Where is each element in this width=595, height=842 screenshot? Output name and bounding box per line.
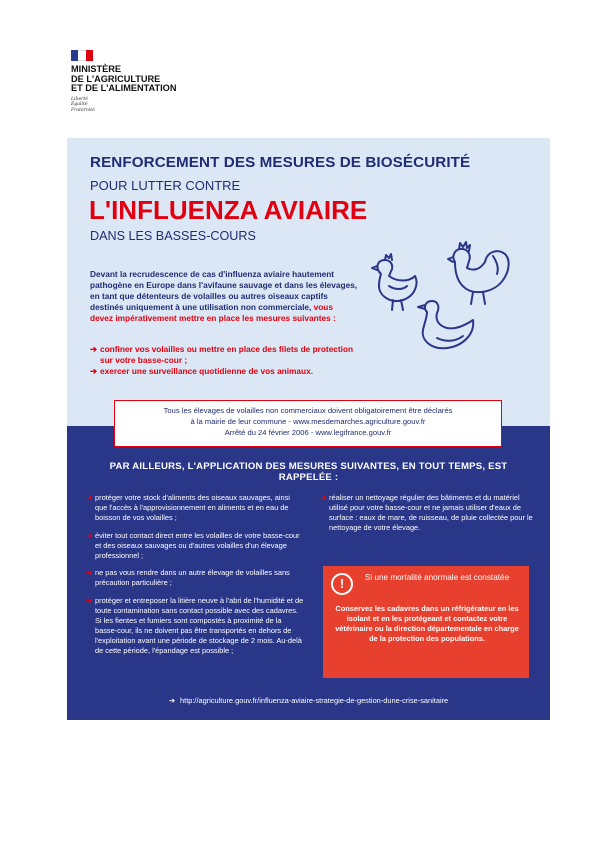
measure-item: protéger et entreposer la litière neuve à l'abri de l'humidité et de toute contamination sans contact possible avec des cadavres. Si les fientes et fumiers sont compostés à proximité de la basse-cour, ils ne doivent pas être transportés en dehors de l'exploitation avant une période de stockage de 2 mois. Au-delà de cette période, l'épandage est possible ; bbox=[95, 596, 304, 655]
mandatory-measures-list bbox=[90, 344, 358, 377]
mortality-alert-box bbox=[323, 566, 529, 678]
duck-icon bbox=[418, 301, 473, 348]
republic-flag-logo bbox=[71, 50, 93, 61]
list-item bbox=[86, 568, 304, 588]
poster-main-title: L'INFLUENZA AVIAIRE bbox=[89, 195, 368, 225]
intro-paragraph bbox=[90, 269, 358, 324]
ministry-name-line-2: DE L'AGRICULTURE bbox=[71, 73, 161, 84]
mandatory-measure-2: exercer une surveillance quotidienne de vos animaux. bbox=[100, 366, 314, 376]
declaration-line-1: Tous les élevages de volailles non commerciaux doivent obligatoirement être déclarés bbox=[163, 406, 453, 415]
measures-left-column bbox=[86, 493, 304, 664]
arrow-icon: ➔ bbox=[86, 596, 93, 606]
arrow-icon: ➔ bbox=[90, 344, 97, 354]
list-item bbox=[86, 596, 304, 655]
intro-emphasis: vous devez impérativement mettre en place les mesures suivantes : bbox=[90, 302, 336, 323]
motto-line-3: Fraternité bbox=[71, 107, 95, 113]
ministry-block bbox=[71, 50, 231, 113]
ministry-name-line-1: MINISTÈRE bbox=[71, 64, 122, 74]
arrow-icon: ➔ bbox=[320, 493, 327, 502]
motto-line-1: Liberté bbox=[71, 96, 88, 102]
arrow-icon: ➔ bbox=[86, 530, 93, 540]
exclamation-icon: ! bbox=[331, 573, 353, 595]
list-item bbox=[86, 531, 304, 561]
measures-title: PAR AILLEURS, L'APPLICATION DES MESURES SUIVANTES, EN TOUT TEMPS, EST RAPPELÉE : bbox=[109, 461, 508, 483]
arrow-icon: ➔ bbox=[86, 493, 93, 502]
declaration-line-2[interactable]: à la mairie de leur commune - www.mesdemarches.agriculture.gouv.fr bbox=[190, 417, 426, 426]
alert-title: Si une mortalité anormale est constatée bbox=[364, 573, 510, 582]
arrow-icon: ➔ bbox=[168, 696, 176, 705]
arrow-icon: ➔ bbox=[86, 568, 93, 578]
declaration-box bbox=[114, 400, 502, 447]
list-item bbox=[90, 366, 358, 377]
intro-text: Devant la recrudescence de cas d'influenza aviaire hautement pathogène en Europe dans l'avifaune sauvage et dans les élevages, en tant que détenteurs de volailles ou autres oiseaux captifs destinés uniquement à une utilisation non commerciale, bbox=[90, 269, 358, 312]
poultry-illustration bbox=[363, 238, 523, 368]
poster-title-line-1: RENFORCEMENT DES MESURES DE BIOSÉCURITÉ bbox=[90, 154, 471, 171]
bottom-panel bbox=[67, 426, 550, 720]
list-item bbox=[90, 344, 358, 366]
motto-line-2: Égalité bbox=[71, 102, 88, 108]
measure-item: ne pas vous rendre dans un autre élevage de volailles sans précaution particulière ; bbox=[95, 568, 290, 588]
rooster-icon bbox=[448, 242, 509, 304]
list-item bbox=[320, 493, 533, 533]
hen-icon bbox=[372, 254, 417, 310]
list-item bbox=[86, 493, 304, 523]
footer-link-line bbox=[67, 696, 550, 705]
biosecurity-poster bbox=[67, 138, 550, 720]
alert-body: Conservez les cadavres dans un réfrigérateur en les isolant et en les protégeant et contactez votre vétérinaire ou la direction départementale en charge de la protection des populations. bbox=[335, 604, 519, 643]
declaration-line-3[interactable]: Arrêté du 24 février 2006 - www.legifrance.gouv.fr bbox=[224, 428, 392, 437]
mandatory-measure-1: confiner vos volailles ou mettre en place des filets de protection sur votre basse-cour ; bbox=[100, 344, 354, 365]
measure-item: éviter tout contact direct entre les volailles de votre basse-cour et des oiseaux sauvages ou d'autres volailles d'un élevage professionnel ; bbox=[95, 530, 300, 560]
republic-motto bbox=[71, 97, 231, 114]
top-panel bbox=[67, 138, 550, 426]
arrow-icon: ➔ bbox=[90, 366, 97, 376]
ministry-name-line-3: ET DE L'ALIMENTATION bbox=[71, 83, 177, 94]
footer-link[interactable]: http://agriculture.gouv.fr/influenza-aviaire-strategie-de-gestion-dune-crise-sanitaire bbox=[180, 696, 449, 705]
poster-title-line-2: POUR LUTTER CONTRE bbox=[90, 178, 241, 193]
poster-title-line-4: DANS LES BASSES-COURS bbox=[90, 229, 256, 243]
measure-item: réaliser un nettoyage régulier des bâtiments et du matériel utilisé pour votre basse-cour et ne jamais utiliser d'eaux de surface : eaux de mare, de ruisseau, de pluie collectée pour le nettoyage de votre élevage. bbox=[329, 493, 533, 532]
measure-item: protéger votre stock d'aliments des oiseaux sauvages, ainsi que l'accès à l'approvisionnement en aliments et en eau de boisson de vos volailles ; bbox=[95, 493, 290, 522]
measures-right-column bbox=[320, 493, 533, 541]
